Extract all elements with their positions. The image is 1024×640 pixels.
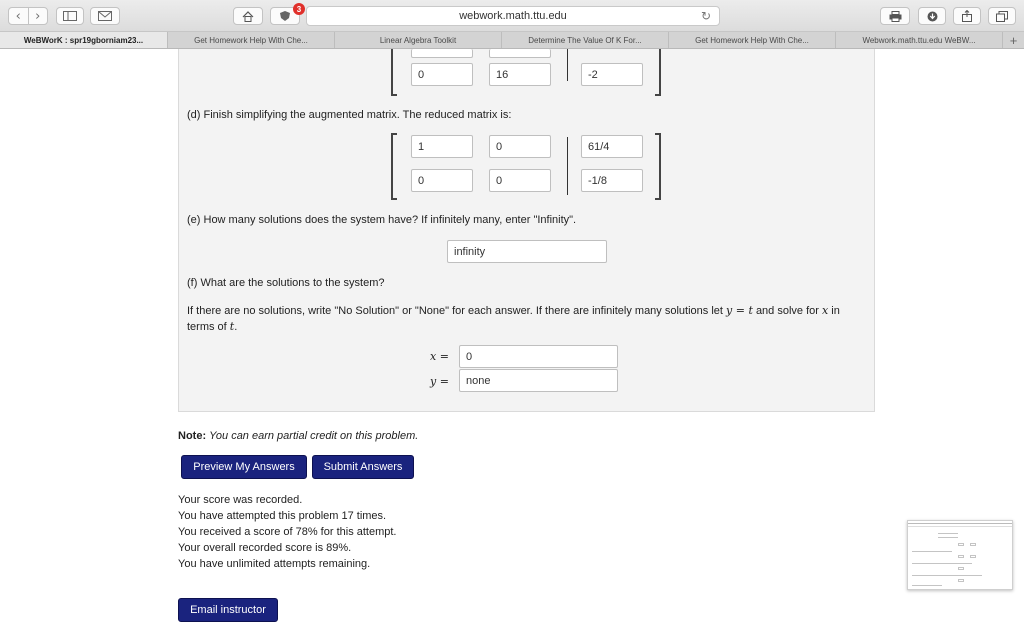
augment-divider — [567, 49, 568, 81]
matrix-cell-input[interactable]: 0 — [411, 63, 473, 86]
print-icon[interactable] — [880, 7, 910, 25]
download-icon[interactable] — [918, 7, 946, 25]
matrix-cell-input[interactable]: 1 — [411, 135, 473, 158]
y-equals-label: y = — [430, 375, 449, 388]
thumb-line — [912, 585, 942, 586]
matrix-bracket-right — [655, 49, 661, 96]
thumb-line — [912, 575, 982, 576]
tab-homework-help-2[interactable]: Get Homework Help With Che... — [668, 32, 835, 48]
matrix-cell-hidden[interactable] — [489, 49, 551, 58]
submit-answers-button[interactable]: Submit Answers — [312, 455, 414, 479]
x-answer-input[interactable]: 0 — [459, 345, 618, 368]
new-tab-icon[interactable]: + — [1002, 32, 1024, 48]
thumb-box — [958, 555, 964, 558]
matrix-cell-input[interactable]: -1/8 — [581, 169, 643, 192]
tab-webwork[interactable]: WeBWorK : spr19gborniam23... — [0, 32, 167, 48]
thumb-box — [970, 543, 976, 546]
thumb-line — [938, 537, 958, 538]
score-status — [178, 492, 397, 572]
math-x: x — [821, 304, 829, 317]
matrix-cell-input[interactable]: 0 — [489, 135, 551, 158]
thumb-line — [938, 533, 958, 534]
math-t: t — [229, 320, 235, 333]
status-line: Your overall recorded score is 89%. — [178, 542, 352, 554]
thumb-box — [970, 555, 976, 558]
tabs-icon[interactable] — [988, 7, 1016, 25]
url-text: webwork.math.ttu.edu — [459, 10, 567, 22]
augment-divider — [567, 137, 568, 195]
thumb-box — [958, 579, 964, 582]
tab-homework-help-1[interactable]: Get Homework Help With Che... — [167, 32, 334, 48]
preview-answers-button[interactable]: Preview My Answers — [181, 455, 307, 479]
status-line: You received a score of 78% for this attempt. — [178, 526, 397, 538]
thumb-box — [958, 543, 964, 546]
browser-toolbar — [0, 0, 1024, 32]
thumb-line — [908, 526, 1013, 527]
thumb-line — [908, 523, 1013, 524]
matrix-cell-input[interactable]: 61/4 — [581, 135, 643, 158]
matrix-bracket-left — [391, 49, 397, 96]
math-y-equals-t: y = t — [726, 304, 753, 317]
note-label: Note: — [178, 430, 207, 442]
mail-icon[interactable] — [90, 7, 120, 25]
sidebar-icon[interactable] — [56, 7, 84, 25]
part-f-instruction-line2 — [187, 320, 237, 333]
home-icon[interactable] — [233, 7, 263, 25]
page-thumbnail-preview[interactable] — [907, 520, 1013, 590]
tab-webwork-ttu[interactable]: Webwork.math.ttu.edu WeBW... — [835, 32, 1002, 48]
matrix-cell-input[interactable]: -2 — [581, 63, 643, 86]
matrix-cell-hidden[interactable] — [411, 49, 473, 58]
reload-icon[interactable]: ↻ — [700, 9, 711, 23]
matrix-cell-input[interactable]: 16 — [489, 63, 551, 86]
instruction-text: and solve for — [755, 305, 819, 317]
share-icon[interactable] — [953, 7, 981, 25]
problem-panel — [178, 49, 875, 412]
thumb-line — [912, 551, 952, 552]
solutions-count-input[interactable]: infinity — [447, 240, 607, 263]
part-d-prompt: (d) Finish simplifying the augmented matrix. The reduced matrix is: — [187, 109, 512, 121]
instruction-text: terms of — [187, 321, 227, 333]
nav-buttons — [8, 7, 48, 25]
tab-linear-algebra-toolkit[interactable]: Linear Algebra Toolkit — [334, 32, 501, 48]
tab-determine-value-k[interactable]: Determine The Value Of K For... — [501, 32, 668, 48]
y-answer-input[interactable]: none — [459, 369, 618, 392]
notification-badge: 3 — [293, 3, 305, 15]
status-line: You have unlimited attempts remaining. — [178, 558, 371, 570]
matrix-bracket-right — [655, 133, 661, 200]
tab-bar — [0, 32, 1024, 49]
matrix-cell-input[interactable]: 0 — [489, 169, 551, 192]
status-line: You have attempted this problem 17 times. — [178, 510, 387, 522]
thumb-box — [958, 567, 964, 570]
matrix-cell-input[interactable]: 0 — [411, 169, 473, 192]
address-bar[interactable] — [306, 6, 720, 26]
part-e-prompt: (e) How many solutions does the system have? If infinitely many, enter "Infinity". — [187, 214, 577, 226]
part-f-instruction — [187, 304, 840, 317]
part-f-prompt: (f) What are the solutions to the system? — [187, 277, 385, 289]
x-equals-label: x = — [430, 350, 449, 363]
status-line: Your score was recorded. — [178, 494, 303, 506]
chevron-left-icon[interactable]: ‹ — [15, 8, 21, 24]
instruction-period: . — [234, 321, 238, 333]
partial-credit-note — [178, 430, 418, 442]
thumb-line — [912, 563, 972, 564]
email-instructor-button[interactable]: Email instructor — [178, 598, 278, 622]
instruction-text: in — [831, 305, 840, 317]
instruction-text: If there are no solutions, write "No Solution" or "None" for each answer. If there are infinitely many solutions let — [187, 305, 723, 317]
matrix-bracket-left — [391, 133, 397, 200]
chevron-right-icon[interactable]: › — [28, 8, 48, 24]
note-text: You can earn partial credit on this problem. — [209, 430, 419, 442]
